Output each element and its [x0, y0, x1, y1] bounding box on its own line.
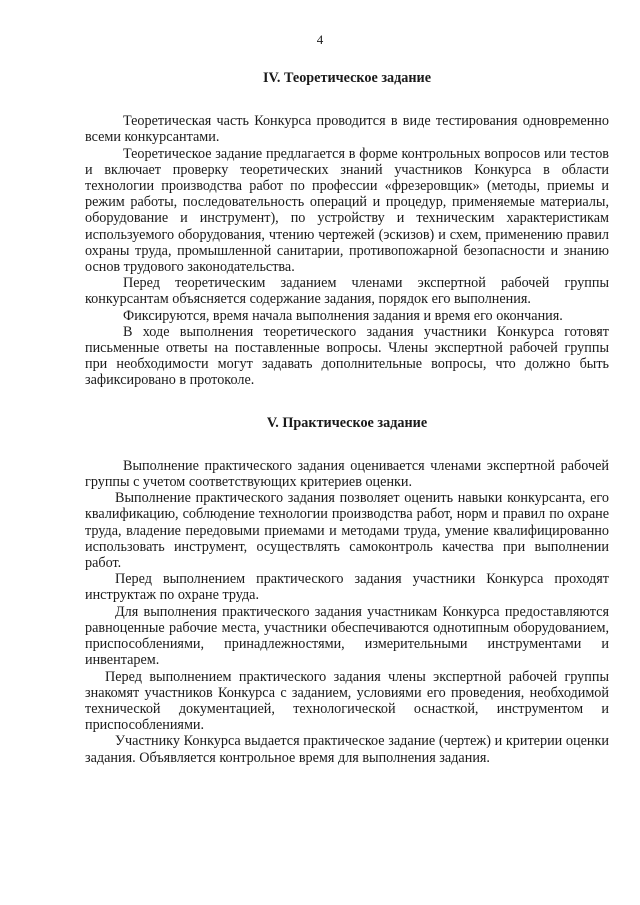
section-5-paragraph: Перед выполнением практического задания члены экспертной рабочей группы знакомят участников Конкурса с заданием, условиями его проведения, необходимой технической документацией, технологической оснасткой, инструментом и приспособлениями.	[85, 668, 609, 734]
section-5-paragraph: Выполнение практического задания позволяет оценить навыки конкурсанта, его квалификацию, соблюдение технологии производства работ, норм и правил по охране труда, владение передовыми приемами и методами труда, умение квалифицированно использовать инструмент, осуществлять самоконтроль качества при выполнении работ.	[85, 490, 609, 572]
section-5-title: V. Практическое задание	[266, 414, 428, 431]
page-number: 4	[316, 32, 324, 47]
section-4-paragraph: Теоретическая часть Конкурса проводится в виде тестирования одновременно всеми конкурсантами.	[85, 113, 609, 146]
section-4-paragraph: Теоретическое задание предлагается в форме контрольных вопросов или тестов и включает проверку теоретических знаний участников Конкурса в области технологии производства работ по профессии «фрезеровщик» (методы, приемы и режим работы, последовательность операций и процедур, применяемые материалы, оборудование и инструмент), по устройству и техническим характеристикам используемого оборудования, чтению чертежей (эскизов) и схем, применению правил охраны труда, промышленной санитарии, противопожарной безопасности и знанию основ трудового законодательства.	[85, 145, 609, 276]
section-4-paragraph: В ходе выполнения теоретического задания участники Конкурса готовят письменные ответы на поставленные вопросы. Члены экспертной рабочей группы при необходимости могут задавать дополнительные вопросы, что должно быть зафиксировано в протоколе.	[85, 323, 609, 389]
section-4-title: IV. Теоретическое задание	[262, 70, 432, 86]
section-5-paragraph: Для выполнения практического задания участникам Конкурса предоставляются равноценные рабочие места, участники обеспечиваются однотипным оборудованием, приспособлениями, принадлежностями, измерительными инструментами и инвентарем.	[85, 603, 609, 669]
document-body	[85, 70, 609, 766]
section-5-paragraph: Перед выполнением практического задания участники Конкурса проходят инструктаж по охране труда.	[85, 571, 609, 604]
section-5-paragraph: Участнику Конкурса выдается практическое задание (чертеж) и критерии оценки задания. Объявляется контрольное время для выполнения задания.	[85, 733, 609, 766]
section-4-paragraph: Перед теоретическим заданием членами экспертной рабочей группы конкурсантам объясняется содержание задания, порядок его выполнения.	[85, 275, 609, 308]
section-4-paragraph: Фиксируются, время начала выполнения задания и время его окончания.	[123, 307, 563, 324]
section-5-paragraph: Выполнение практического задания оценивается членами экспертной рабочей группы с учетом соответствующих критериев оценки.	[85, 457, 609, 491]
